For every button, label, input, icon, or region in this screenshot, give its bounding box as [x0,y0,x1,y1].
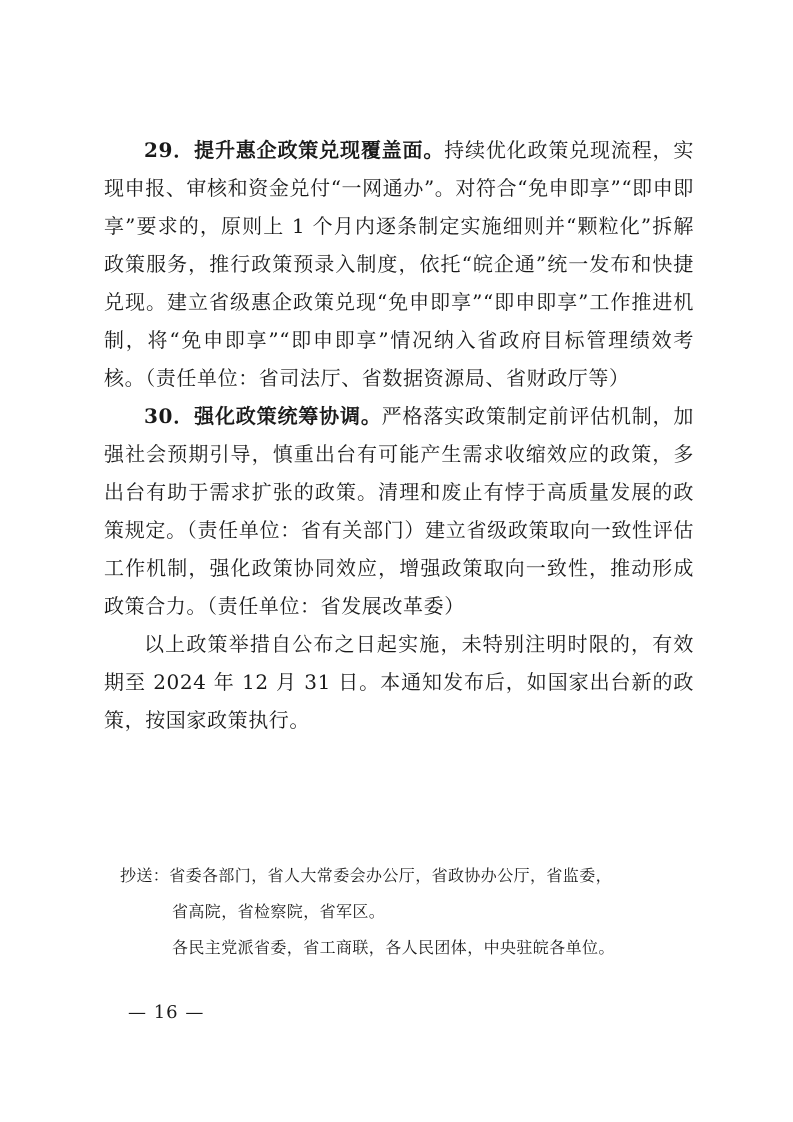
item-30-number: 30． [144,404,195,428]
page-number: — 16 — [128,1002,205,1023]
item-30-text: 严格落实政策制定前评估机制，加强社会预期引导，慎重出台有可能产生需求收缩效应的政策，多出台有助于需求扩张的政策。清理和废止有悖于高质量发展的政策规定。（责任单位：省有关部门）建立省级政策取向一致性评估工作机制，强化政策协同效应，增强政策取向一致性，推动形成政策合力。（责任单位：省发展改革委） [104,404,694,618]
cc-distribution [120,858,690,966]
item-30-heading: 强化政策统筹协调。 [194,404,382,428]
paragraph-item-30 [104,397,694,625]
paragraph-item-29 [104,131,694,397]
cc-label: 抄送： [120,866,170,885]
cc-line-1 [120,858,690,894]
cc-line-2: 省高院，省检察院，省军区。 [172,902,386,921]
item-29-text: 持续优化政策兑现流程，实现申报、审核和资金兑付“一网通办”。对符合“免申即享”“即申即享”要求的，原则上 1 个月内逐条制定实施细则并“颗粒化”拆解政策服务，推行政策预录入制度，依托“皖企通”统一发布和快捷兑现。建立省级惠企政策兑现“免申即享”“即申即享”工作推进机制，将“免申即享”“即申即享”情况纳入省政府目标管理绩效考核。（责任单位：省司法厅、省数据资源局、省财政厅等） [104,138,694,390]
closing-paragraph: 以上政策举措自公布之日起实施，未特别注明时限的，有效期至 2024 年 12 月 31 日。本通知发布后，如国家出台新的政策，按国家政策执行。 [104,632,694,732]
cc-recipients-1: 省委各部门，省人大常委会办公厅，省政协办公厅，省监委， [169,866,613,885]
item-29-number: 29． [144,138,195,162]
document-body [104,131,694,739]
cc-line-3: 各民主党派省委，省工商联，各人民团体，中央驻皖各单位。 [172,938,615,957]
item-29-heading: 提升惠企政策兑现覆盖面。 [194,138,445,162]
